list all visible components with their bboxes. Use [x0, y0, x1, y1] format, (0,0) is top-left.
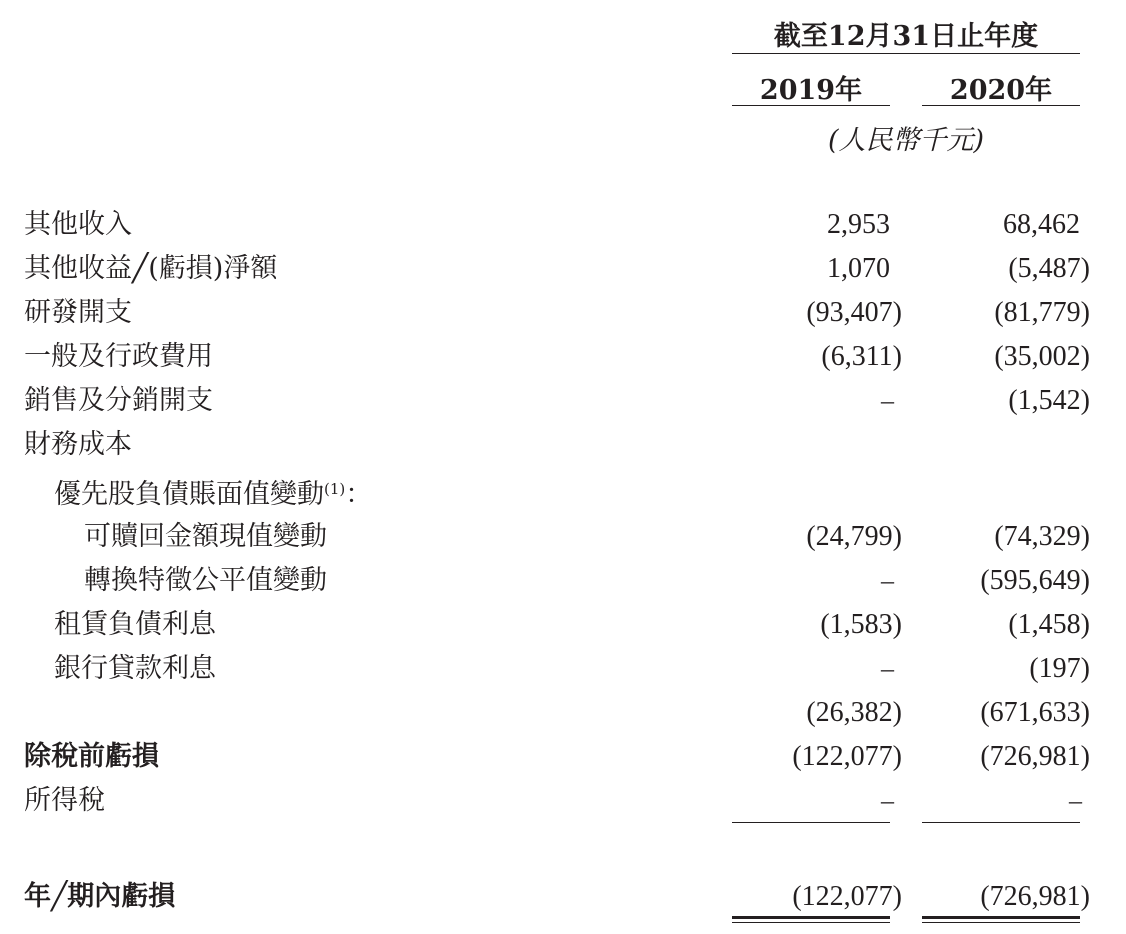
value-2019: –: [881, 654, 894, 683]
value-2019: (24,799): [806, 521, 902, 552]
row-label: 轉換特徵公平值變動: [84, 565, 327, 596]
year-2020-header: 2020年: [949, 75, 1053, 106]
double-underline-2019: [732, 916, 890, 923]
value-2019: –: [881, 386, 894, 415]
value-2019: (122,077): [792, 741, 902, 772]
subtotal-2020: (671,633): [980, 697, 1090, 728]
row-label: 銷售及分銷開支: [24, 385, 213, 416]
row-label: 研發開支: [24, 297, 132, 328]
row-label: 財務成本: [24, 429, 132, 460]
value-2019: (93,407): [806, 297, 902, 328]
value-2019: 1,070: [827, 253, 890, 284]
value-2019: –: [881, 786, 894, 815]
row-label: 所得稅: [24, 785, 105, 816]
value-2020: (1,542): [1008, 385, 1090, 416]
subtotal-rule-2020: [922, 822, 1080, 823]
period-header-rule: [732, 53, 1080, 54]
subtotal-2019: (26,382): [806, 697, 902, 728]
value-2020: (81,779): [994, 297, 1090, 328]
value-2019: –: [881, 566, 894, 595]
row-label-with-footnote: [54, 472, 372, 512]
year-2020-rule: [922, 105, 1080, 106]
value-2020: –: [1069, 786, 1082, 815]
total-2020: (726,981): [980, 881, 1090, 912]
value-2019: (6,311): [821, 341, 902, 372]
year-2019-header: 2019年: [759, 75, 863, 106]
row-label-suffix: ：: [345, 479, 373, 510]
value-2020: (595,649): [980, 565, 1090, 596]
row-label: 租賃負債利息: [54, 609, 216, 640]
total-label: 年╱期內虧損: [24, 881, 176, 912]
value-2019: 2,953: [827, 209, 890, 240]
value-2019: (1,583): [820, 609, 902, 640]
total-2019: (122,077): [792, 881, 902, 912]
value-2020: (5,487): [1008, 253, 1090, 284]
row-label: 可贖回金額現值變動: [84, 521, 327, 552]
row-label: 一般及行政費用: [24, 341, 213, 372]
year-2019-rule: [732, 105, 890, 106]
row-label: 優先股負債賬面值變動: [54, 479, 324, 510]
row-label: 銀行貸款利息: [54, 653, 216, 684]
period-header: 截至12月31日止年度: [773, 21, 1039, 52]
value-2020: (197): [1029, 653, 1090, 684]
row-label: 其他收益╱(虧損)淨額: [24, 253, 278, 284]
currency-unit: (人民幣千元): [827, 125, 985, 156]
footnote-marker: (1): [324, 480, 346, 498]
row-label: 其他收入: [24, 209, 132, 240]
subtotal-rule-2019: [732, 822, 890, 823]
value-2020: (726,981): [980, 741, 1090, 772]
value-2020: 68,462: [1003, 209, 1080, 240]
value-2020: (74,329): [994, 521, 1090, 552]
value-2020: (1,458): [1008, 609, 1090, 640]
double-underline-2020: [922, 916, 1080, 923]
value-2020: (35,002): [994, 341, 1090, 372]
row-label: 除稅前虧損: [24, 741, 159, 772]
